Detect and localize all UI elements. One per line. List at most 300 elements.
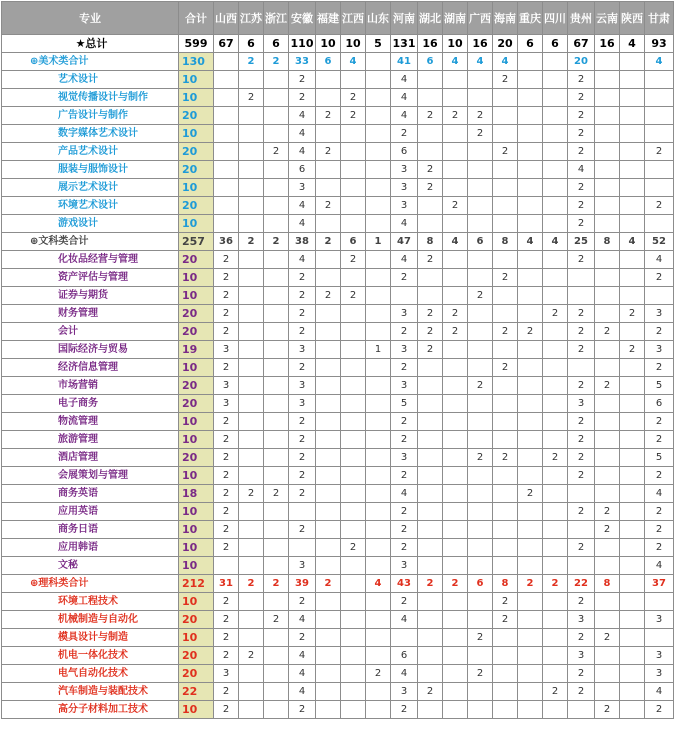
province-count: 2 — [214, 539, 239, 557]
province-count — [443, 665, 468, 683]
province-count — [366, 125, 391, 143]
province-count — [568, 287, 595, 305]
province-count — [443, 269, 468, 287]
header-province: 陕西 — [620, 2, 645, 35]
major-name: 数字媒体艺术设计 — [2, 125, 179, 143]
province-count: 2 — [316, 107, 341, 125]
major-name: 商务英语 — [2, 485, 179, 503]
province-count: 10 — [443, 35, 468, 53]
province-count — [418, 665, 443, 683]
province-count — [443, 377, 468, 395]
province-count: 4 — [289, 125, 316, 143]
province-count — [543, 215, 568, 233]
province-count — [620, 701, 645, 719]
province-count: 2 — [493, 269, 518, 287]
table-row — [2, 341, 674, 359]
province-count — [443, 521, 468, 539]
province-count: 2 — [264, 53, 289, 71]
major-name: 艺术设计 — [2, 71, 179, 89]
province-count — [264, 305, 289, 323]
province-count: 2 — [568, 503, 595, 521]
province-count — [366, 701, 391, 719]
province-count — [443, 593, 468, 611]
major-name: 化妆品经营与管理 — [2, 251, 179, 269]
province-count — [341, 431, 366, 449]
province-count — [391, 287, 418, 305]
major-name: 会展策划与管理 — [2, 467, 179, 485]
province-count: 2 — [214, 611, 239, 629]
province-count — [341, 683, 366, 701]
province-count: 2 — [239, 485, 264, 503]
province-count: 2 — [595, 323, 620, 341]
province-count: 8 — [595, 233, 620, 251]
province-count: 3 — [214, 665, 239, 683]
province-count — [543, 665, 568, 683]
province-count: 2 — [391, 701, 418, 719]
province-count: 3 — [214, 377, 239, 395]
row-total: 20 — [179, 647, 214, 665]
province-count: 2 — [645, 413, 674, 431]
province-count — [366, 539, 391, 557]
province-count — [239, 503, 264, 521]
province-count — [493, 683, 518, 701]
row-total: 599 — [179, 35, 214, 53]
province-count — [264, 503, 289, 521]
table-row — [2, 593, 674, 611]
province-count — [620, 503, 645, 521]
province-count — [264, 539, 289, 557]
province-count: 2 — [316, 233, 341, 251]
province-count — [316, 449, 341, 467]
province-count — [595, 395, 620, 413]
province-count — [316, 503, 341, 521]
province-count: 2 — [289, 629, 316, 647]
table-row — [2, 107, 674, 125]
province-count — [418, 449, 443, 467]
province-count — [341, 467, 366, 485]
province-count — [620, 107, 645, 125]
province-count: 2 — [468, 665, 493, 683]
province-count — [316, 539, 341, 557]
province-count — [468, 593, 493, 611]
header-province: 福建 — [316, 2, 341, 35]
province-count — [316, 557, 341, 575]
province-count — [239, 341, 264, 359]
province-count: 2 — [468, 449, 493, 467]
province-count: 2 — [543, 683, 568, 701]
province-count — [443, 503, 468, 521]
province-count — [620, 395, 645, 413]
province-count — [595, 449, 620, 467]
province-count — [493, 251, 518, 269]
province-count — [341, 305, 366, 323]
province-count — [518, 71, 543, 89]
row-total: 20 — [179, 395, 214, 413]
province-count: 2 — [391, 323, 418, 341]
province-count: 93 — [645, 35, 674, 53]
province-count: 2 — [391, 269, 418, 287]
province-count: 2 — [289, 413, 316, 431]
province-count: 3 — [289, 179, 316, 197]
province-count — [443, 467, 468, 485]
province-count: 2 — [568, 377, 595, 395]
province-count: 2 — [264, 233, 289, 251]
table-row — [2, 395, 674, 413]
row-total: 10 — [179, 467, 214, 485]
province-count: 2 — [264, 575, 289, 593]
row-total: 20 — [179, 611, 214, 629]
province-count — [543, 593, 568, 611]
province-count — [418, 467, 443, 485]
province-count: 2 — [493, 71, 518, 89]
province-count — [518, 125, 543, 143]
header-province: 河南 — [391, 2, 418, 35]
province-count — [418, 89, 443, 107]
table-row — [2, 89, 674, 107]
province-count: 16 — [468, 35, 493, 53]
province-count: 2 — [518, 323, 543, 341]
province-count — [518, 161, 543, 179]
province-count — [341, 647, 366, 665]
province-count: 31 — [214, 575, 239, 593]
province-count: 2 — [443, 323, 468, 341]
province-count: 1 — [366, 233, 391, 251]
province-count: 4 — [391, 665, 418, 683]
province-count — [645, 107, 674, 125]
province-count — [518, 395, 543, 413]
province-count — [645, 287, 674, 305]
table-row — [2, 611, 674, 629]
province-count — [518, 341, 543, 359]
province-count — [316, 683, 341, 701]
header-province: 江西 — [341, 2, 366, 35]
province-count — [493, 125, 518, 143]
province-count — [341, 629, 366, 647]
province-count — [443, 143, 468, 161]
province-count — [620, 683, 645, 701]
province-count: 2 — [568, 179, 595, 197]
province-count — [620, 287, 645, 305]
province-count — [543, 701, 568, 719]
header-province: 安徽 — [289, 2, 316, 35]
province-count — [543, 395, 568, 413]
province-count: 3 — [289, 377, 316, 395]
province-count: 4 — [289, 665, 316, 683]
province-count — [468, 359, 493, 377]
province-count — [366, 485, 391, 503]
major-name: 机电一体化技术 — [2, 647, 179, 665]
province-count — [264, 557, 289, 575]
province-count: 2 — [316, 575, 341, 593]
province-count: 2 — [595, 503, 620, 521]
header-province: 甘肃 — [645, 2, 674, 35]
province-count: 2 — [418, 251, 443, 269]
province-count: 2 — [518, 575, 543, 593]
province-count — [418, 197, 443, 215]
province-count — [264, 449, 289, 467]
province-count — [518, 269, 543, 287]
province-count: 2 — [645, 503, 674, 521]
province-count — [239, 413, 264, 431]
table-row — [2, 215, 674, 233]
province-count — [620, 629, 645, 647]
province-count: 1 — [366, 341, 391, 359]
province-count: 2 — [493, 449, 518, 467]
province-count — [543, 629, 568, 647]
province-count: 2 — [418, 683, 443, 701]
province-count: 3 — [391, 197, 418, 215]
table-row — [2, 233, 674, 251]
province-count: 4 — [645, 53, 674, 71]
province-count — [239, 611, 264, 629]
province-count — [468, 485, 493, 503]
province-count — [316, 179, 341, 197]
province-count — [316, 305, 341, 323]
province-count — [518, 701, 543, 719]
major-name: 模具设计与制造 — [2, 629, 179, 647]
province-count — [366, 251, 391, 269]
province-count — [468, 251, 493, 269]
table-row — [2, 377, 674, 395]
province-count — [620, 431, 645, 449]
province-count: 2 — [341, 89, 366, 107]
province-count: 2 — [418, 179, 443, 197]
province-count — [316, 71, 341, 89]
province-count — [264, 107, 289, 125]
province-count — [543, 611, 568, 629]
province-count: 2 — [289, 701, 316, 719]
province-count — [518, 503, 543, 521]
province-count — [316, 251, 341, 269]
province-count: 2 — [214, 503, 239, 521]
province-count: 4 — [289, 107, 316, 125]
province-count: 2 — [568, 449, 595, 467]
province-count — [543, 287, 568, 305]
row-total: 10 — [179, 359, 214, 377]
province-count: 2 — [518, 485, 543, 503]
province-count — [568, 359, 595, 377]
province-count — [418, 287, 443, 305]
province-count — [595, 197, 620, 215]
province-count — [443, 431, 468, 449]
table-row — [2, 125, 674, 143]
province-count: 2 — [418, 305, 443, 323]
province-count — [518, 431, 543, 449]
province-count — [316, 269, 341, 287]
province-count — [214, 161, 239, 179]
province-count: 2 — [366, 665, 391, 683]
province-count — [239, 665, 264, 683]
province-count: 2 — [568, 323, 595, 341]
province-count — [620, 665, 645, 683]
province-count — [289, 503, 316, 521]
province-count — [214, 53, 239, 71]
province-count — [468, 413, 493, 431]
major-name: 应用韩语 — [2, 539, 179, 557]
province-count: 67 — [214, 35, 239, 53]
province-count: 2 — [316, 143, 341, 161]
province-count: 2 — [568, 683, 595, 701]
province-count: 4 — [645, 485, 674, 503]
province-count — [214, 89, 239, 107]
province-count: 2 — [391, 431, 418, 449]
province-count — [595, 161, 620, 179]
row-total: 20 — [179, 251, 214, 269]
province-count — [316, 323, 341, 341]
header-total: 合计 — [179, 2, 214, 35]
province-count: 4 — [289, 251, 316, 269]
province-count — [316, 431, 341, 449]
province-count — [341, 665, 366, 683]
row-total: 10 — [179, 71, 214, 89]
province-count — [366, 179, 391, 197]
province-count — [316, 89, 341, 107]
province-count: 2 — [239, 233, 264, 251]
province-count: 25 — [568, 233, 595, 251]
province-count: 3 — [214, 395, 239, 413]
province-count: 2 — [595, 377, 620, 395]
province-count — [543, 71, 568, 89]
province-count — [645, 89, 674, 107]
major-name: 商务日语 — [2, 521, 179, 539]
province-count — [568, 485, 595, 503]
province-count — [543, 323, 568, 341]
province-count — [366, 143, 391, 161]
province-count — [264, 161, 289, 179]
province-count — [518, 539, 543, 557]
province-count — [366, 413, 391, 431]
province-count: 6 — [543, 35, 568, 53]
province-count — [341, 323, 366, 341]
province-count — [493, 557, 518, 575]
province-count — [366, 431, 391, 449]
province-count: 2 — [568, 593, 595, 611]
province-count: 2 — [568, 305, 595, 323]
major-name: ⊕文科类合计 — [2, 233, 179, 251]
province-count — [543, 413, 568, 431]
province-count: 2 — [468, 125, 493, 143]
province-count — [595, 305, 620, 323]
table-row — [2, 35, 674, 53]
province-count: 8 — [418, 233, 443, 251]
province-count — [620, 557, 645, 575]
province-count: 2 — [568, 71, 595, 89]
province-count — [595, 593, 620, 611]
header-province: 四川 — [543, 2, 568, 35]
province-count — [543, 503, 568, 521]
province-count — [341, 161, 366, 179]
header-province: 浙江 — [264, 2, 289, 35]
province-count: 67 — [568, 35, 595, 53]
province-count: 38 — [289, 233, 316, 251]
province-count: 2 — [289, 89, 316, 107]
province-count — [366, 593, 391, 611]
province-count — [316, 629, 341, 647]
province-count — [443, 647, 468, 665]
province-count — [366, 323, 391, 341]
province-count — [620, 251, 645, 269]
province-count — [620, 161, 645, 179]
table-row — [2, 287, 674, 305]
province-count — [341, 503, 366, 521]
table-row — [2, 503, 674, 521]
province-count: 2 — [289, 323, 316, 341]
province-count — [341, 413, 366, 431]
province-count: 3 — [568, 611, 595, 629]
table-row — [2, 467, 674, 485]
province-count — [620, 359, 645, 377]
province-count — [214, 197, 239, 215]
table-row — [2, 413, 674, 431]
province-count — [418, 503, 443, 521]
province-count: 2 — [289, 467, 316, 485]
province-count — [443, 89, 468, 107]
province-count — [316, 647, 341, 665]
major-name: 旅游管理 — [2, 431, 179, 449]
row-total: 20 — [179, 305, 214, 323]
province-count: 3 — [391, 179, 418, 197]
province-count — [518, 647, 543, 665]
major-name: 机械制造与自动化 — [2, 611, 179, 629]
province-count — [239, 179, 264, 197]
province-count — [645, 161, 674, 179]
province-count: 2 — [214, 251, 239, 269]
province-count — [468, 521, 493, 539]
province-count — [316, 665, 341, 683]
province-count: 4 — [289, 215, 316, 233]
province-count — [543, 251, 568, 269]
province-count — [468, 701, 493, 719]
province-count: 16 — [595, 35, 620, 53]
province-count — [264, 269, 289, 287]
province-count — [468, 557, 493, 575]
province-count — [443, 287, 468, 305]
row-total: 20 — [179, 323, 214, 341]
row-total: 10 — [179, 503, 214, 521]
province-count — [239, 359, 264, 377]
province-count — [366, 287, 391, 305]
province-count — [468, 71, 493, 89]
province-count: 2 — [620, 341, 645, 359]
province-count — [366, 359, 391, 377]
province-count — [341, 575, 366, 593]
province-count — [620, 647, 645, 665]
major-name: 文秘 — [2, 557, 179, 575]
province-count — [543, 53, 568, 71]
row-total: 130 — [179, 53, 214, 71]
province-count — [366, 557, 391, 575]
province-count: 4 — [289, 143, 316, 161]
province-count: 2 — [289, 485, 316, 503]
province-count — [264, 647, 289, 665]
province-count — [239, 161, 264, 179]
province-count — [468, 647, 493, 665]
province-count — [518, 683, 543, 701]
province-count — [418, 485, 443, 503]
table-row — [2, 359, 674, 377]
province-count: 2 — [443, 305, 468, 323]
province-count: 2 — [391, 503, 418, 521]
province-count: 6 — [418, 53, 443, 71]
province-count — [239, 593, 264, 611]
province-count — [493, 287, 518, 305]
province-count — [468, 431, 493, 449]
province-count — [568, 701, 595, 719]
province-count: 2 — [264, 611, 289, 629]
province-count — [620, 575, 645, 593]
province-count — [316, 161, 341, 179]
row-total: 10 — [179, 215, 214, 233]
